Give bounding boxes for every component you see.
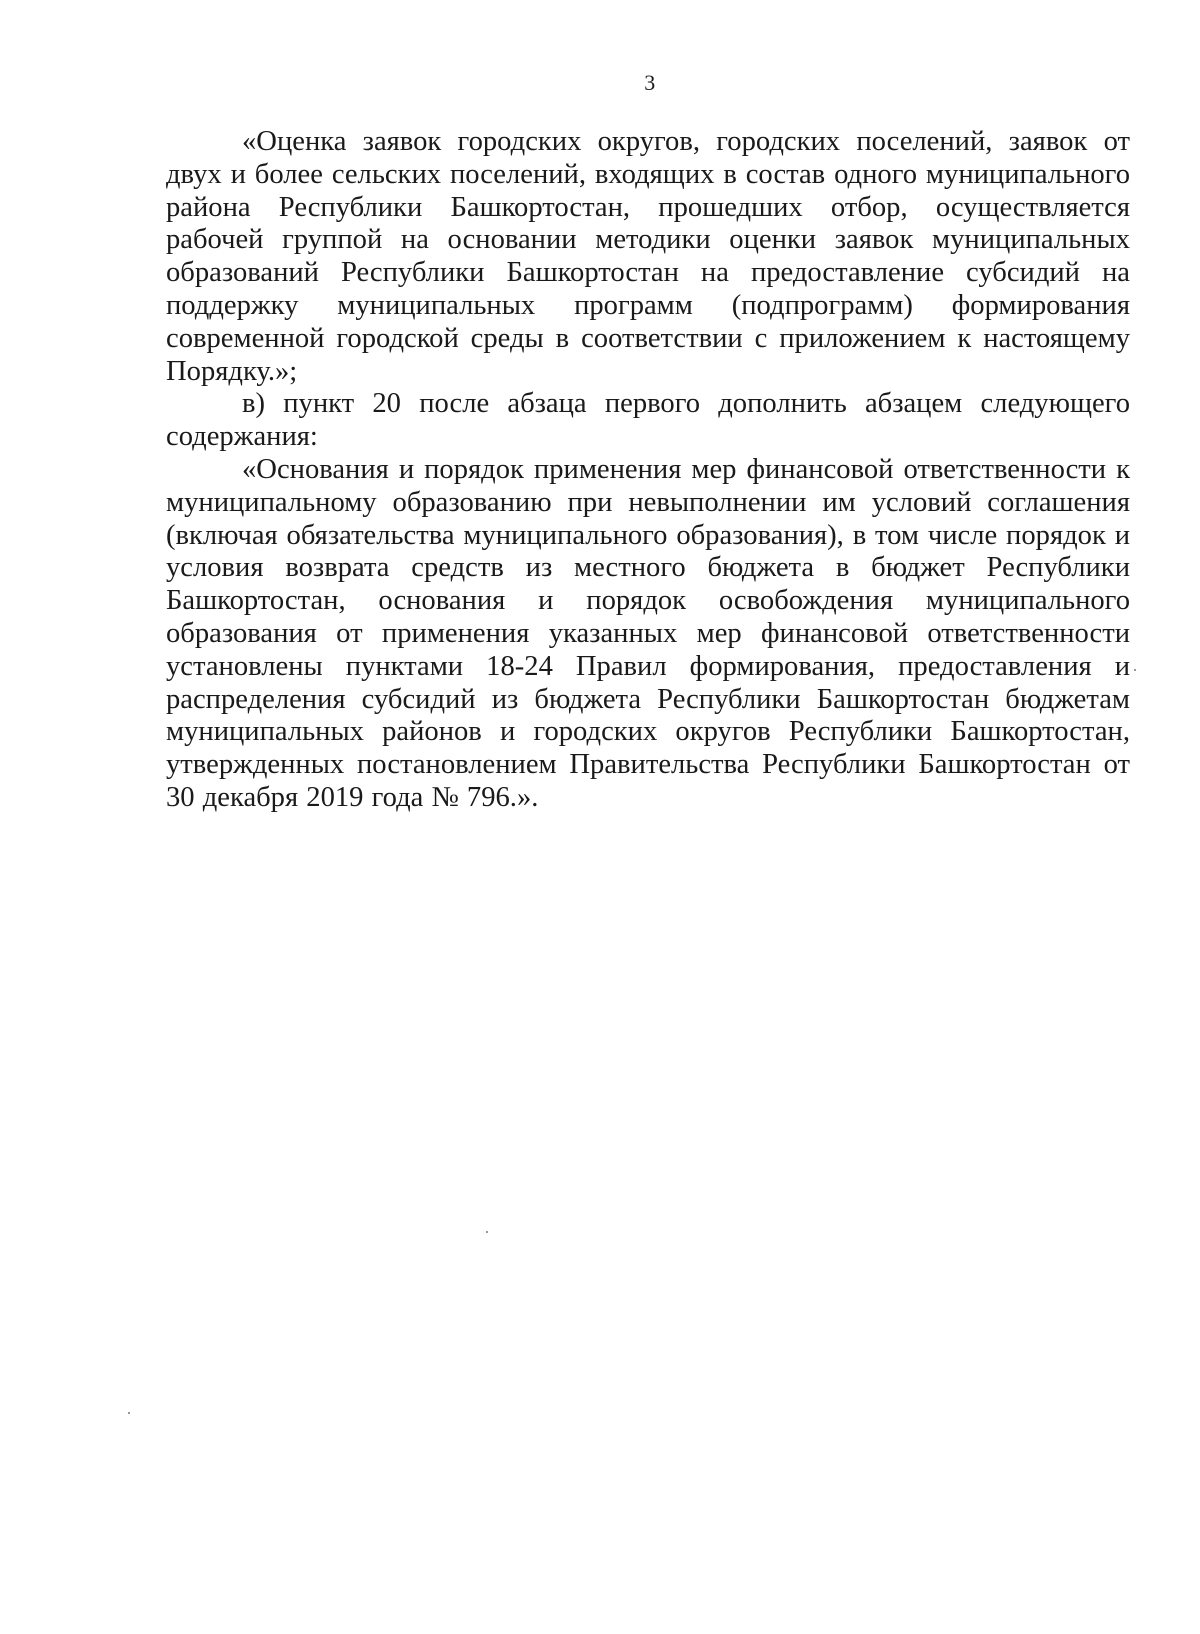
- document-body: [166, 126, 1130, 815]
- paragraph-evaluation: «Оценка заявок городских округов, городских поселений, заявок от двух и более сельских поселений, входящих в состав одного муниципального района Республики Башкортостан, прошедших отбор, осуществляется рабочей группой на основании методики оценки заявок муниципальных образований Республики Башкортостан на предоставление субсидий на поддержку муниципальных программ (подпрограмм) формирования современной городской среды в соответствии с приложением к настоящему Порядку.»;: [166, 126, 1130, 387]
- page-number: 3: [644, 70, 656, 95]
- paragraph-financial-responsibility: «Основания и порядок применения мер финансовой ответственности к муниципальному образованию при невыполнении им условий соглашения (включая обязательства муниципального образования), в том числе порядок и условия возврата средств из местного бюджета в бюджет Республики Башкортостан, основания и порядок освобождения муниципального образования от применения указанных мер финансовой ответственности установлены пунктами 18-24 Правил формирования, предоставления и распределения субсидий из бюджета Республики Башкортостан бюджетам муниципальных районов и городских округов Республики Башкортостан, утвержденных постановлением Правительства Республики Башкортостан от 30 декабря 2019 года № 796.».: [166, 453, 1130, 813]
- scan-speck: [486, 1231, 488, 1233]
- paragraph-amendment-point-20: в) пункт 20 после абзаца первого дополнить абзацем следующего содержания:: [166, 388, 1130, 453]
- scan-speck: [128, 1412, 130, 1414]
- scan-speck: [1134, 669, 1136, 671]
